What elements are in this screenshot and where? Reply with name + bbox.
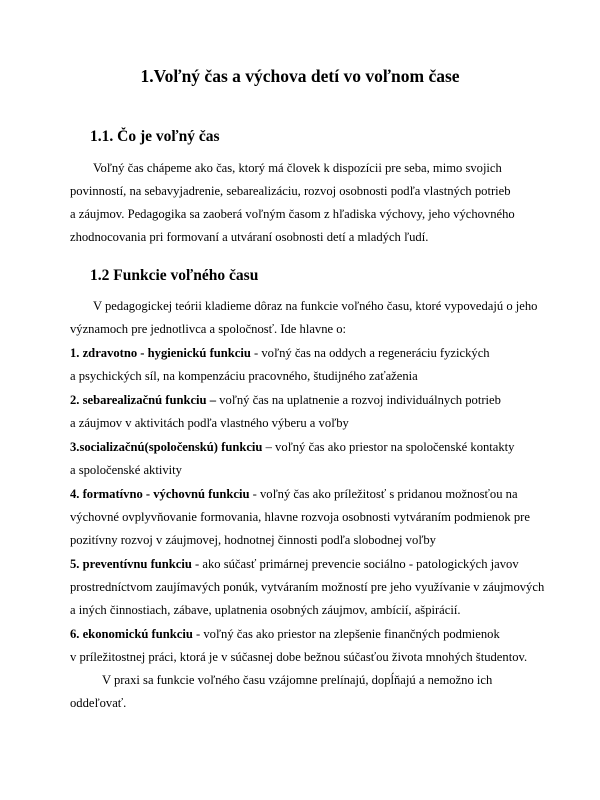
function-term: 4. formatívno - výchovnú funkciu bbox=[70, 487, 250, 501]
page-title: 1.Voľný čas a výchova detí vo voľnom čase bbox=[140, 66, 460, 86]
section-heading-1-1: 1.1. Čo je voľný čas bbox=[90, 128, 220, 145]
function-item-4 bbox=[70, 486, 518, 502]
function-item-3 bbox=[70, 439, 514, 455]
function-term: 5. preventívnu funkciu bbox=[70, 557, 192, 571]
function-line: prostredníctvom zaujímavých ponúk, vytváraním možností pre jeho využívanie v záujmových bbox=[70, 580, 545, 594]
function-term: 6. ekonomickú funkciu bbox=[70, 627, 193, 641]
function-description: voľný čas na uplatnenie a rozvoj individuálnych potrieb bbox=[216, 393, 501, 407]
function-line: v príležitostnej práci, ktorá je v súčasnej dobe bežnou súčasťou života mnohých študentov. bbox=[70, 650, 528, 664]
function-description: - voľný čas na oddych a regeneráciu fyzických bbox=[250, 346, 490, 360]
function-term: 2. sebarealizačnú funkciu – bbox=[70, 393, 217, 407]
function-term: 1. zdravotno - hygienickú funkciu bbox=[70, 346, 251, 360]
paragraph-line: a záujmov. Pedagogika sa zaoberá voľným časom z hľadiska výchovy, jeho výchovného bbox=[70, 207, 515, 221]
function-item-6 bbox=[70, 626, 500, 642]
section-heading-1-2: 1.2 Funkcie voľného času bbox=[90, 267, 259, 284]
function-description: - voľný čas ako priestor na zlepšenie finančných podmienok bbox=[192, 627, 500, 641]
function-term: 3.socializačnú(spoločenskú) funkciu bbox=[70, 440, 263, 454]
closing-line: oddeľovať. bbox=[70, 696, 127, 710]
paragraph-line: zhodnocovania pri formovaní a utváraní osobnosti detí a mladých ľudí. bbox=[70, 230, 429, 244]
function-item-5 bbox=[70, 556, 519, 572]
function-line: a iných činnostiach, zábave, uplatnenia osobných záujmov, ambícií, ašpirácií. bbox=[70, 603, 461, 617]
function-description: - voľný čas ako príležitosť s pridanou možnosťou na bbox=[249, 487, 518, 501]
closing-line: V praxi sa funkcie voľného času vzájomne prelínajú, dopĺňajú a nemožno ich bbox=[102, 673, 493, 687]
function-line: a spoločenské aktivity bbox=[70, 463, 182, 477]
function-line: a záujmov v aktivitách podľa vlastného výberu a voľby bbox=[70, 416, 349, 430]
function-description: – voľný čas ako priestor na spoločenské kontakty bbox=[262, 440, 515, 454]
function-description: - ako súčasť primárnej prevencie sociálno - patologických javov bbox=[191, 557, 519, 571]
paragraph-line: Voľný čas chápeme ako čas, ktorý má človek k dispozícii pre seba, mimo svojich bbox=[93, 161, 502, 175]
function-item-2 bbox=[70, 392, 501, 408]
paragraph-line: povinností, na sebavyjadrenie, sebarealizáciu, rozvoj osobnosti podľa vlastných potrieb bbox=[70, 184, 511, 198]
function-line: výchovné ovplyvňovanie formovania, hlavne rozvoja osobnosti vytváraním podmienok pre bbox=[70, 510, 530, 524]
paragraph-line: významoch pre jednotlivca a spoločnosť. Ide hlavne o: bbox=[70, 322, 347, 336]
paragraph-line: V pedagogickej teórii kladieme dôraz na funkcie voľného času, ktoré vypovedajú o jeho bbox=[93, 299, 538, 313]
function-item-1 bbox=[70, 345, 490, 361]
function-line: pozitívny rozvoj v záujmovej, hodnotnej činnosti podľa slobodnej voľby bbox=[70, 533, 436, 547]
function-line: a psychických síl, na kompenzáciu pracovného, študijného zaťaženia bbox=[70, 369, 418, 383]
